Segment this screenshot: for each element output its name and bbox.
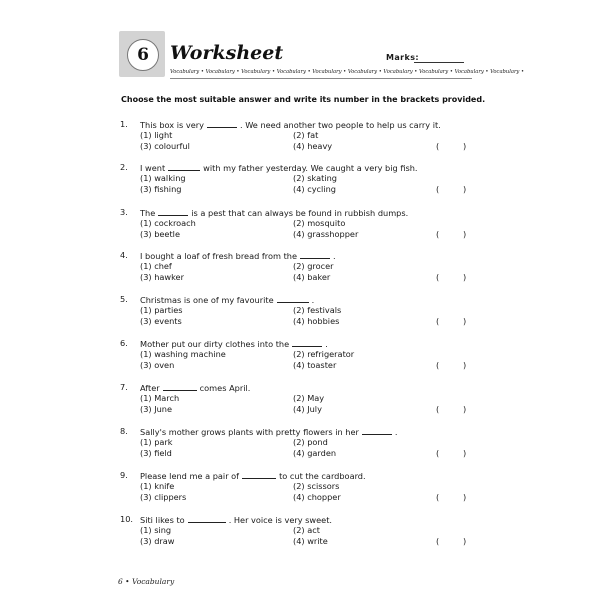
worksheet-number-badge	[119, 31, 165, 77]
option-2: (2) fat	[293, 130, 319, 140]
option-1: (1) sing	[140, 525, 172, 535]
answer-blank	[168, 162, 200, 171]
option-3: (3) hawker	[140, 272, 184, 282]
option-2: (2) mosquito	[293, 218, 346, 228]
option-4: (4) write	[293, 536, 328, 546]
option-1: (1) walking	[140, 173, 186, 183]
bracket-close: )	[463, 492, 467, 502]
stem-before: This box is very	[140, 120, 204, 130]
bracket-close: )	[463, 229, 467, 239]
option-1: (1) light	[140, 130, 173, 140]
question-number: 2.	[120, 162, 128, 172]
bracket-close: )	[463, 404, 467, 414]
stem-after: to cut the cardboard.	[279, 471, 366, 481]
option-2: (2) grocer	[293, 261, 334, 271]
stem-after: .	[311, 295, 315, 305]
stem-after: comes April.	[199, 383, 251, 393]
header-rule	[170, 78, 472, 79]
answer-blank	[242, 470, 276, 479]
bracket-close: )	[463, 448, 467, 458]
answer-blank	[158, 207, 188, 216]
question-stem	[140, 426, 398, 438]
question-number: 5.	[120, 294, 128, 304]
bracket-open: (	[436, 229, 440, 239]
question-number: 9.	[120, 470, 128, 480]
option-1: (1) parties	[140, 305, 183, 315]
option-1: (1) cockroach	[140, 218, 196, 228]
option-3: (3) draw	[140, 536, 175, 546]
stem-before: I went	[140, 163, 166, 173]
option-2: (2) scissors	[293, 481, 340, 491]
worksheet-number: 6	[127, 39, 159, 71]
bracket-close: )	[463, 360, 467, 370]
stem-before: After	[140, 383, 160, 393]
option-4: (4) baker	[293, 272, 331, 282]
option-4: (4) toaster	[293, 360, 337, 370]
stem-after: with my father yesterday. We caught a very big fish.	[203, 163, 418, 173]
option-1: (1) chef	[140, 261, 172, 271]
stem-after: .	[333, 251, 336, 261]
option-2: (2) refrigerator	[293, 349, 355, 359]
option-4: (4) garden	[293, 448, 337, 458]
option-4: (4) cycling	[293, 184, 336, 194]
stem-after: .	[325, 339, 328, 349]
option-3: (3) June	[140, 404, 173, 414]
option-1: (1) park	[140, 437, 173, 447]
stem-before: Please lend me a pair of	[140, 471, 240, 481]
stem-before: Siti likes to	[140, 515, 185, 525]
bracket-close: )	[463, 536, 467, 546]
stem-after: . Her voice is very sweet.	[228, 515, 333, 525]
option-2: (2) festivals	[293, 305, 342, 315]
marks-blank	[414, 62, 464, 63]
option-4: (4) hobbies	[293, 316, 340, 326]
question-number: 6.	[120, 338, 128, 348]
stem-before: Mother put our dirty clothes into the	[140, 339, 290, 349]
answer-blank	[188, 514, 226, 523]
option-3: (3) colourful	[140, 141, 190, 151]
question-number: 7.	[120, 382, 128, 392]
bracket-open: (	[436, 272, 440, 282]
option-3: (3) events	[140, 316, 182, 326]
question-number: 1.	[120, 119, 128, 129]
question-number: 8.	[120, 426, 128, 436]
stem-before: The	[140, 208, 156, 218]
stem-after: .	[394, 427, 398, 437]
question-stem	[140, 119, 441, 131]
option-4: (4) chopper	[293, 492, 341, 502]
option-4: (4) grasshopper	[293, 229, 359, 239]
bracket-open: (	[436, 184, 440, 194]
bracket-open: (	[436, 448, 440, 458]
answer-blank	[362, 426, 392, 435]
stem-after: is a pest that can always be found in rubbish dumps.	[191, 208, 409, 218]
stem-before: Christmas is one of my favourite	[140, 295, 274, 305]
option-1: (1) washing machine	[140, 349, 226, 359]
marks-label: Marks:	[386, 53, 419, 62]
option-3: (3) fishing	[140, 184, 182, 194]
bracket-open: (	[436, 360, 440, 370]
bracket-open: (	[436, 404, 440, 414]
option-3: (3) beetle	[140, 229, 180, 239]
worksheet-title: Worksheet	[170, 42, 284, 64]
page-footer: 6 • Vocabulary	[118, 577, 175, 586]
question-number: 3.	[120, 207, 128, 217]
bracket-close: )	[463, 141, 467, 151]
bracket-close: )	[463, 184, 467, 194]
answer-blank	[300, 250, 330, 259]
option-3: (3) clippers	[140, 492, 187, 502]
option-1: (1) March	[140, 393, 180, 403]
option-4: (4) heavy	[293, 141, 333, 151]
answer-blank	[163, 382, 197, 391]
option-2: (2) May	[293, 393, 325, 403]
option-3: (3) field	[140, 448, 172, 458]
stem-before: Sally's mother grows plants with pretty flowers in her	[140, 427, 359, 437]
option-2: (2) skating	[293, 173, 337, 183]
answer-blank	[277, 294, 309, 303]
stem-before: I bought a loaf of fresh bread from the	[140, 251, 298, 261]
bracket-open: (	[436, 316, 440, 326]
question-number: 4.	[120, 250, 128, 260]
option-2: (2) act	[293, 525, 320, 535]
vocabulary-strip: Vocabulary • Vocabulary • Vocabulary • Vocabulary • Vocabulary • Vocabulary • Vocabulary • Vocabulary • Vocabulary • Vocabulary •	[170, 69, 525, 75]
bracket-open: (	[436, 536, 440, 546]
bracket-close: )	[463, 316, 467, 326]
bracket-close: )	[463, 272, 467, 282]
option-2: (2) pond	[293, 437, 328, 447]
option-3: (3) oven	[140, 360, 175, 370]
instruction-text: Choose the most suitable answer and write its number in the brackets provided.	[121, 95, 486, 104]
answer-blank	[292, 338, 322, 347]
option-1: (1) knife	[140, 481, 175, 491]
bracket-open: (	[436, 141, 440, 151]
stem-after: . We need another two people to help us carry it.	[239, 120, 441, 130]
answer-blank	[207, 119, 237, 128]
question-number: 10.	[120, 514, 134, 524]
bracket-open: (	[436, 492, 440, 502]
option-4: (4) July	[293, 404, 322, 414]
